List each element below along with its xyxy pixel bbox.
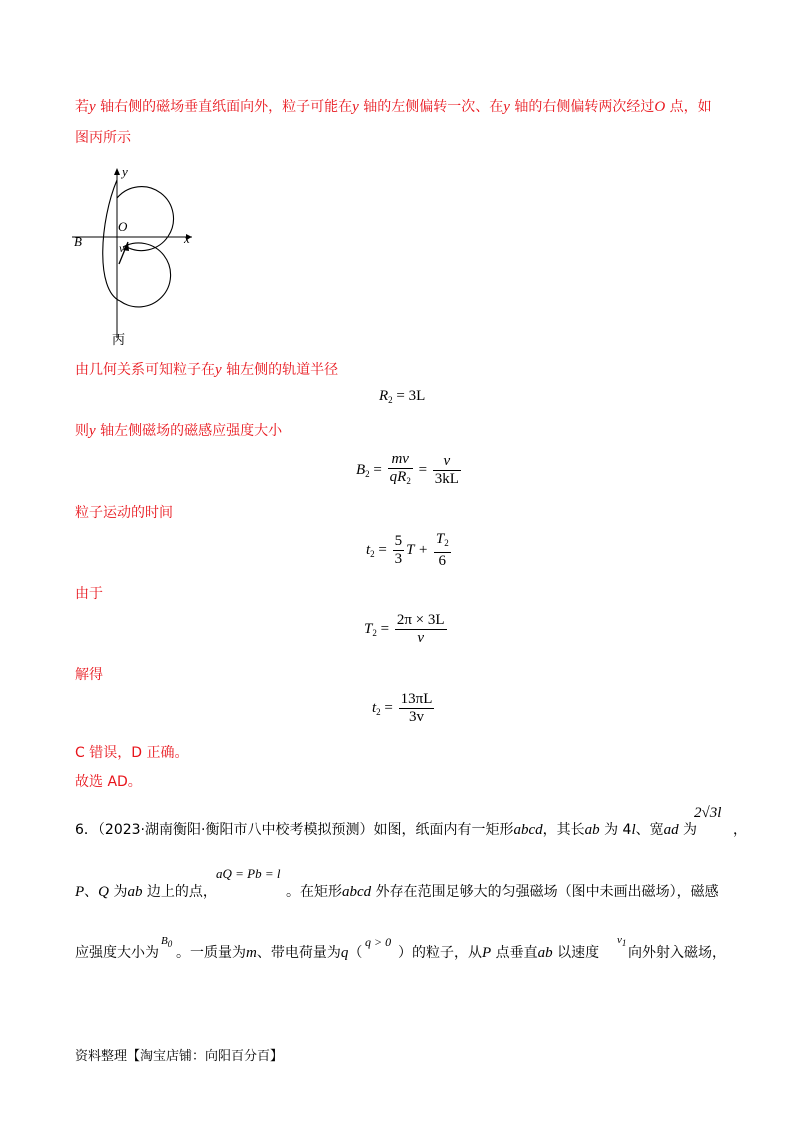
y-axis-arrow xyxy=(114,168,120,175)
conclusion-line: C 错误，D 正确。 xyxy=(75,745,189,761)
label-O: O xyxy=(118,219,128,234)
trajectory-figure xyxy=(70,160,200,350)
footer-note: 资料整理【淘宝店铺：向阳百分百】 xyxy=(75,1049,284,1064)
figure-caption: 丙 xyxy=(112,332,126,347)
question-6-line-2b: 。在矩形abcd 外存在范围足够大的匀强磁场（图中未画出磁场），磁感 xyxy=(286,884,719,900)
equation-period: $T_2$ = $\frac{2\pi \times 3L}{v}$ xyxy=(364,612,445,646)
step-radius-text: 由几何关系可知粒子在y 轴左侧的轨道半径 xyxy=(75,362,339,378)
width-expression: 2√3l xyxy=(694,805,722,821)
v1-symbol: $v_1$ xyxy=(617,934,627,948)
question-6-line-3d: 向外射入磁场， xyxy=(628,945,726,961)
equation-result: $t_2$ = $\frac{13\pi L}{3v}$ xyxy=(372,691,433,725)
question-6-line-3c: ）的粒子，从P 点垂直ab 以速度 xyxy=(398,945,600,961)
b0-symbol: $B_0$ xyxy=(161,935,173,949)
question-6-line-2a: P、Q 为ab 边上的点， xyxy=(75,884,217,900)
question-6-line-3b: 。一质量为m、带电荷量为q（ xyxy=(176,945,363,961)
comma-mark: ， xyxy=(733,822,747,838)
answer-line: 故选 AD。 xyxy=(75,774,142,790)
label-y: y xyxy=(122,164,128,179)
equation-field: $B_2$ = $\frac{mv}{qR_2}$ = $\frac{v}{3kL}$ xyxy=(356,451,459,487)
label-v: v xyxy=(119,241,125,255)
step-time-text: 粒子运动的时间 xyxy=(75,505,173,521)
step-because-text: 由于 xyxy=(75,586,103,602)
label-B: B xyxy=(74,234,82,249)
label-x: x xyxy=(184,231,190,246)
equation-radius: $R_2 = 3L$ xyxy=(379,388,426,405)
intro-line-2: 图丙所示 xyxy=(75,130,131,146)
intro-line-1: 若y 轴右侧的磁场垂直纸面向外，粒子可能在y 轴的左侧偏转一次、在y 轴的右侧偏转两次经过O 点，如 xyxy=(75,99,712,115)
q-condition: q > 0 xyxy=(365,935,392,949)
equation-time: $t_2$ = $\frac{5}{3}$ T + $\frac{T_2}{6}$ xyxy=(366,531,449,569)
step-solve-text: 解得 xyxy=(75,667,103,683)
question-6-line-1: 6．（2023·湖南衡阳·衡阳市八中校考模拟预测）如图，纸面内有一矩形abcd，其长ab 为 4l、宽ad 为 xyxy=(75,822,698,838)
step-field-text: 则y 轴左侧磁场的磁感应强度大小 xyxy=(75,423,283,439)
points-expression: aQ = Pb = l xyxy=(216,866,281,881)
question-6-line-3a: 应强度大小为 xyxy=(75,945,159,961)
lower-circle-orbit xyxy=(120,243,171,307)
